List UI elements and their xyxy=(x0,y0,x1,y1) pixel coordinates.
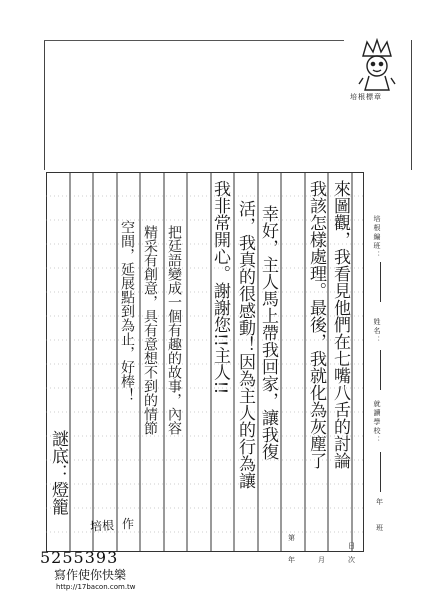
teacher-mark: 作 xyxy=(122,517,135,531)
label-name: 姓名： xyxy=(373,318,381,345)
label-day: 日 xyxy=(348,542,355,550)
label-times: 次 xyxy=(348,556,355,564)
text-column-4: 我非常開心。謝謝您!!主人!! xyxy=(210,180,230,395)
text-column-3: 活，我真的很感動！因為主人的行為讓 xyxy=(235,200,255,489)
footer-slogan: 寫作使你快樂 xyxy=(54,568,127,582)
text-column-9: 謎底：燈籠 xyxy=(48,430,68,515)
label-class: 培根編班： xyxy=(373,215,381,260)
footer-number: 5255393 xyxy=(40,548,119,567)
label-school: 就讀學校： xyxy=(373,400,381,445)
label-class2: 班 xyxy=(376,524,383,532)
top-rule xyxy=(44,40,344,41)
label-month: 月 xyxy=(318,556,325,564)
text-column-6: 把廷語變成一個有趣的故事，內容 xyxy=(166,225,182,435)
text-column-5: 幸好，主人馬上帶我回家，讓我復 xyxy=(258,205,278,460)
label-grade: 年 xyxy=(376,498,383,506)
footer-url: http://17bacon.com.tw xyxy=(56,583,136,591)
school-line xyxy=(380,452,381,492)
text-column-2: 我該怎樣處理。最後，我就化為灰塵了 xyxy=(306,180,326,469)
text-column-8: 空間，延展點到為止，好棒！ xyxy=(119,220,135,402)
bacon-logo-icon xyxy=(355,38,399,94)
label-number: 第 xyxy=(288,534,295,542)
name-line xyxy=(380,350,381,390)
text-column-7: 精采有創意，具有意想不到的情節 xyxy=(142,225,158,435)
label-year: 年 xyxy=(288,556,295,564)
text-column-1: 來圖觀，我看見他們在七嘴八舌的討論 xyxy=(330,180,350,469)
teacher-signature: 培根 xyxy=(89,518,115,534)
class-line xyxy=(380,262,381,302)
logo-caption: 培根標章 xyxy=(350,93,382,101)
